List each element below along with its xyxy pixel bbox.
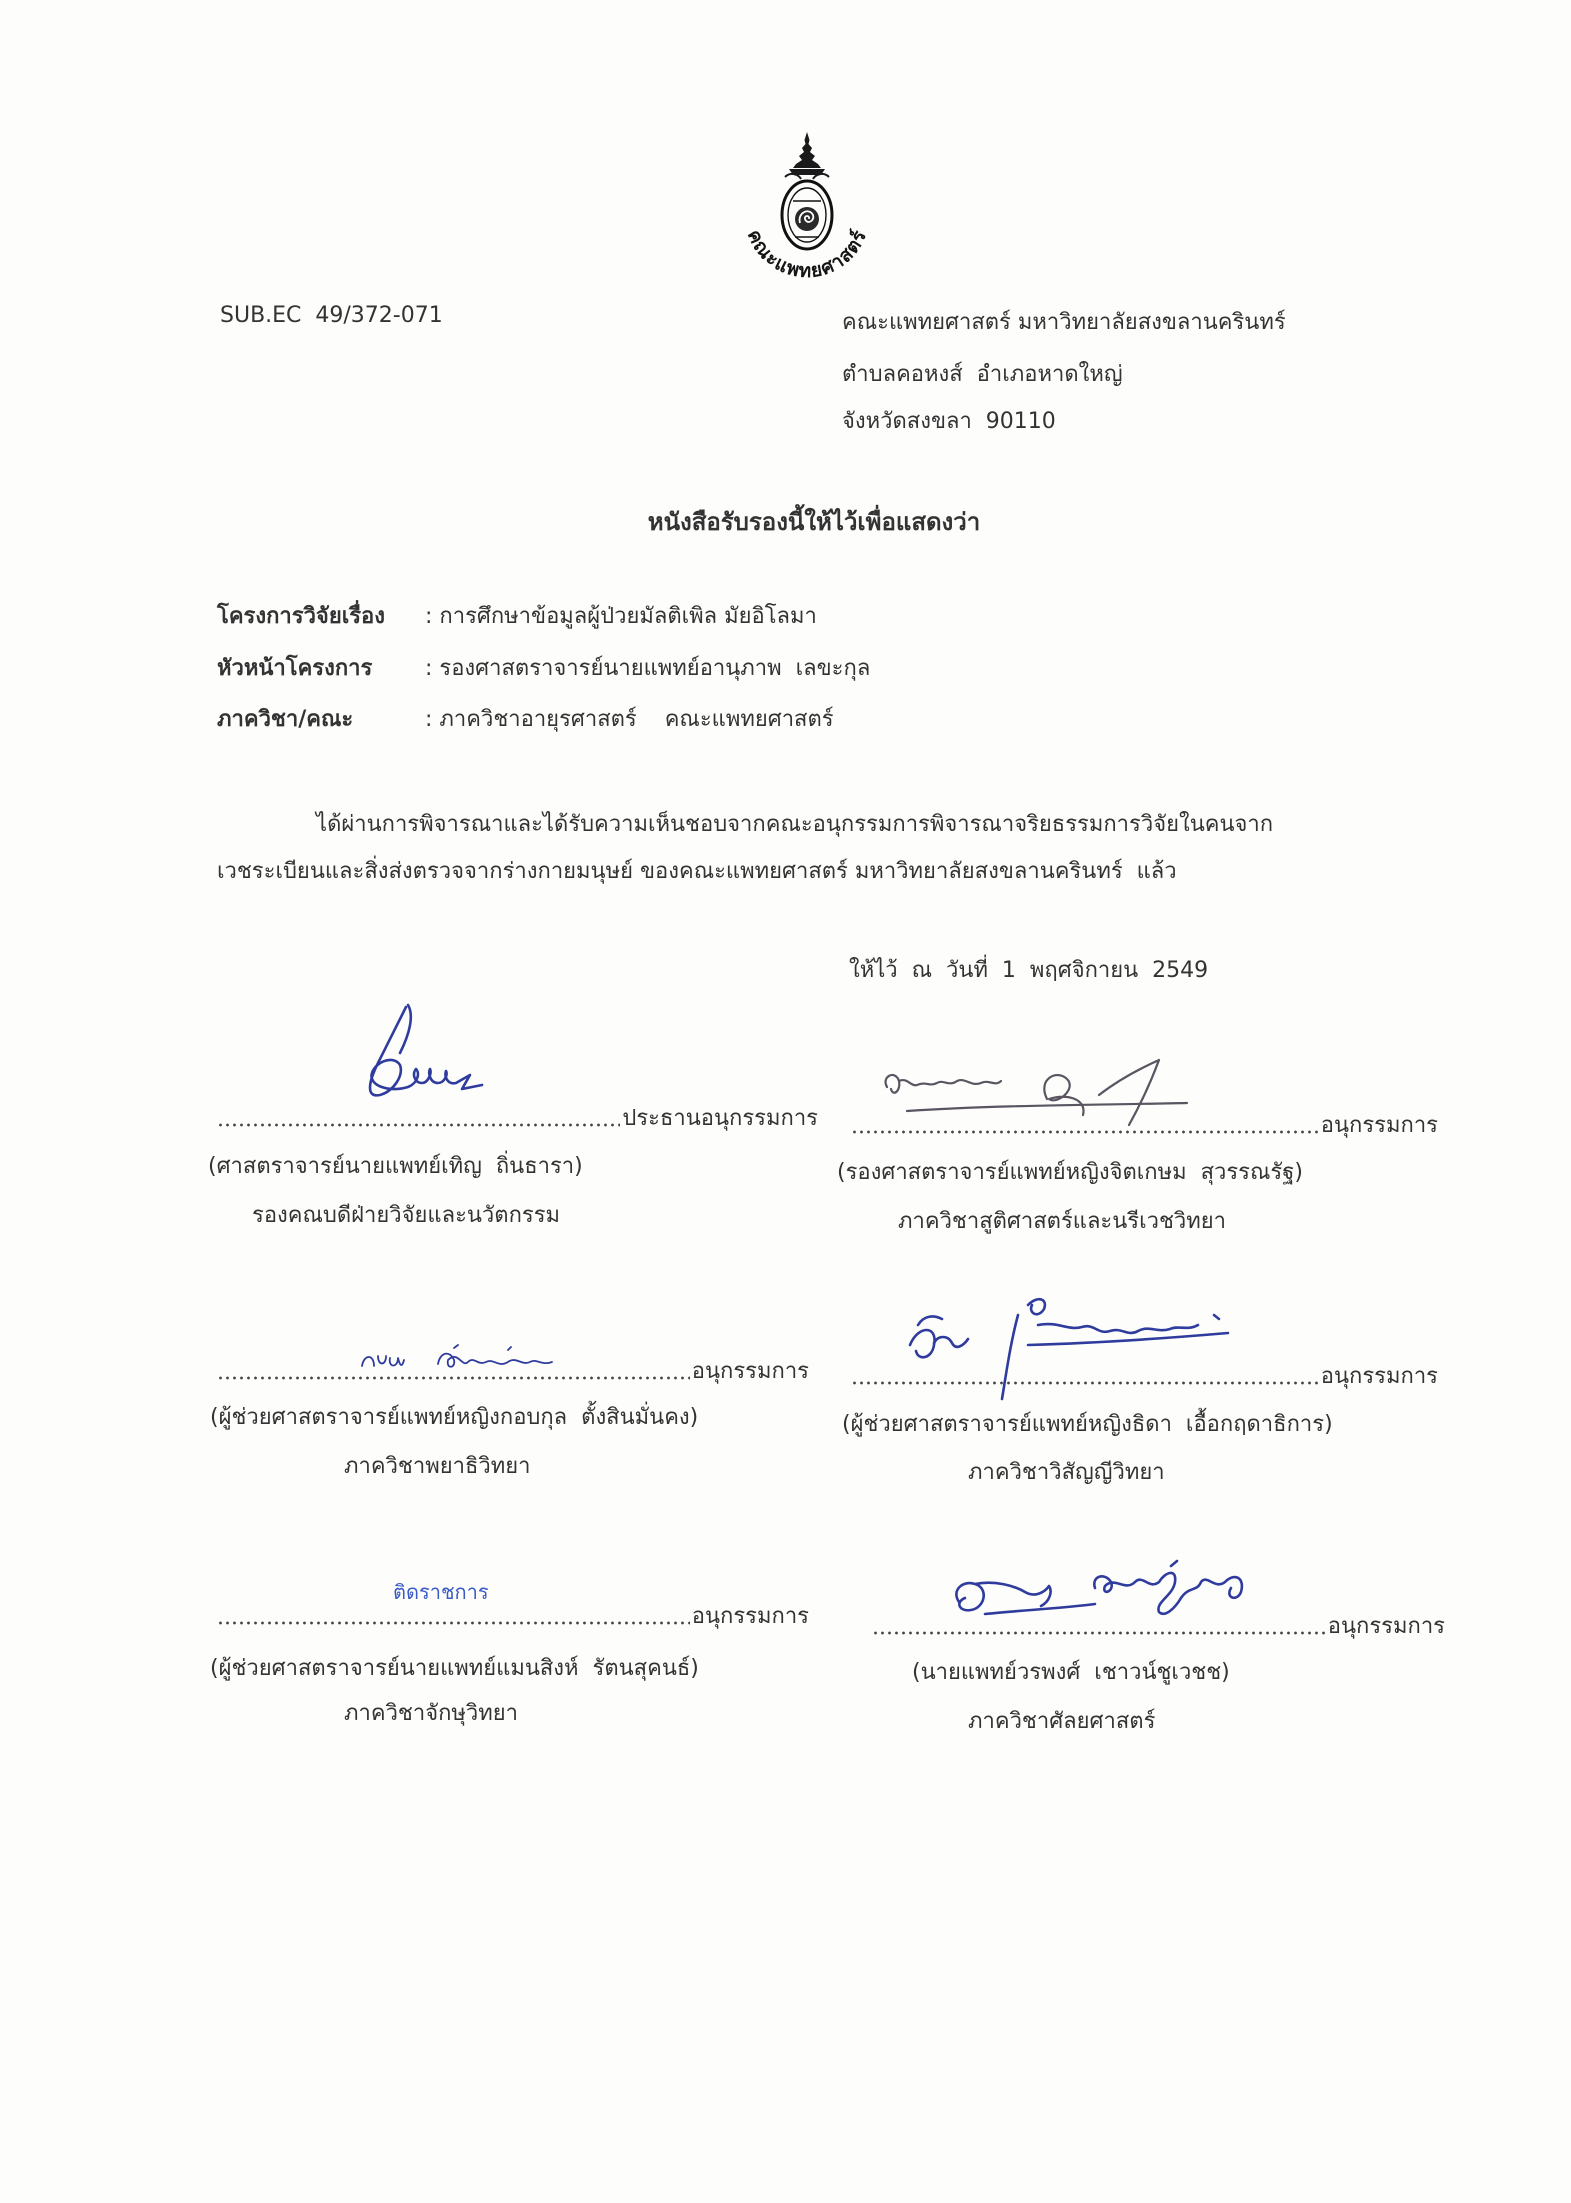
dotted-leader <box>217 1376 690 1380</box>
signatory-1-position: รองคณบดีฝ่ายวิจัยและนวัตกรรม <box>252 1203 561 1228</box>
logo-lettering: คณะแพทยศาสตร์ <box>742 226 872 283</box>
address-line-1: คณะแพทยศาสตร์ มหาวิทยาลัยสงขลานครินทร์ <box>842 310 1286 335</box>
project-department-value: : ภาควิชาอายุรศาสตร์ คณะแพทยศาสตร์ <box>425 707 834 732</box>
project-department-label: ภาควิชา/คณะ <box>217 707 354 732</box>
signatory-4-role: อนุกรรมการ <box>1320 1364 1438 1389</box>
signatory-6-position: ภาควิชาศัลยศาสตร์ <box>968 1709 1156 1734</box>
project-title-label: โครงการวิจัยเรื่อง <box>217 604 386 629</box>
project-row-title <box>217 600 817 634</box>
dotted-leader <box>851 1130 1319 1134</box>
address-line-2: ตำบลคอหงส์ อำเภอหาดใหญ่ <box>842 362 1123 387</box>
signatory-5-absence-note: ติดราชการ <box>393 1580 489 1604</box>
statement-line-2: เวชระเบียนและสิ่งส่งตรวจจากร่างกายมนุษย์ ของคณะแพทยศาสตร์ มหาวิทยาลัยสงขลานครินทร์ แล้ว <box>217 859 1177 884</box>
signatory-3-position: ภาควิชาพยาธิวิทยา <box>344 1454 531 1479</box>
signatory-4-name: (ผู้ช่วยศาสตราจารย์แพทย์หญิงธิดา เอื้อกฤดาธิการ) <box>842 1412 1333 1437</box>
project-lead-value: : รองศาสตราจารย์นายแพทย์อานุภาพ เลขะกุล <box>425 656 871 681</box>
signatory-5-role: อนุกรรมการ <box>691 1604 809 1629</box>
address-line-3: จังหวัดสงขลา 90110 <box>842 409 1056 434</box>
signatory-5-name: (ผู้ช่วยศาสตราจารย์นายแพทย์แมนสิงห์ รัตนสุคนธ์) <box>210 1656 699 1681</box>
signatory-2-role: อนุกรรมการ <box>1320 1113 1438 1138</box>
dotted-leader <box>851 1381 1319 1385</box>
project-lead-label: หัวหน้าโครงการ <box>217 656 373 681</box>
signatory-2-name: (รองศาสตราจารย์แพทย์หญิงจิตเกษม สุวรรณรัฐ) <box>837 1160 1303 1185</box>
dotted-leader <box>217 1621 690 1625</box>
signature-1-image <box>358 1003 488 1103</box>
signatory-3-name: (ผู้ช่วยศาสตราจารย์แพทย์หญิงกอบกุล ตั้งสินมั่นคง) <box>210 1405 699 1430</box>
project-row-lead <box>217 652 870 686</box>
signature-line-2 <box>851 1109 1438 1143</box>
signatory-4-position: ภาควิชาวิสัญญีวิทยา <box>968 1460 1165 1485</box>
signature-line-3 <box>217 1355 809 1389</box>
reference-number: SUB.EC 49/372-071 <box>220 303 443 328</box>
document-title: หนังสือรับรองนี้ให้ไว้เพื่อแสดงว่า <box>647 508 981 536</box>
signatory-5-position: ภาควิชาจักษุวิทยา <box>344 1701 519 1726</box>
issue-date: ให้ไว้ ณ วันที่ 1 พฤศจิกายน 2549 <box>849 958 1209 983</box>
project-row-department <box>217 703 834 737</box>
signature-line-1 <box>217 1102 818 1136</box>
signatory-6-role: อนุกรรมการ <box>1327 1614 1445 1639</box>
signature-line-6 <box>872 1610 1445 1644</box>
signature-line-5 <box>217 1600 809 1634</box>
faculty-emblem-logo <box>737 131 877 297</box>
signature-line-4 <box>851 1360 1438 1394</box>
dotted-leader <box>217 1123 620 1127</box>
statement-line-1: ได้ผ่านการพิจารณาและได้รับความเห็นชอบจากคณะอนุกรรมการพิจารณาจริยธรรมการวิจัยในคนจาก <box>316 812 1274 837</box>
signatory-2-position: ภาควิชาสูติศาสตร์และนรีเวชวิทยา <box>898 1209 1227 1234</box>
project-title-value: : การศึกษาข้อมูลผู้ป่วยมัลติเพิล มัยอิโลมา <box>425 604 817 629</box>
signatory-1-role: ประธานอนุกรรมการ <box>622 1106 818 1131</box>
signatory-1-name: (ศาสตราจารย์นายแพทย์เทิญ ถิ่นธารา) <box>208 1154 583 1179</box>
signatory-3-role: อนุกรรมการ <box>691 1359 809 1384</box>
dotted-leader <box>872 1631 1326 1635</box>
svg-text:คณะแพทยศาสตร์ <box>743 226 871 282</box>
signatory-6-name: (นายแพทย์วรพงศ์ เชาวน์ชูเวชช) <box>912 1660 1230 1685</box>
